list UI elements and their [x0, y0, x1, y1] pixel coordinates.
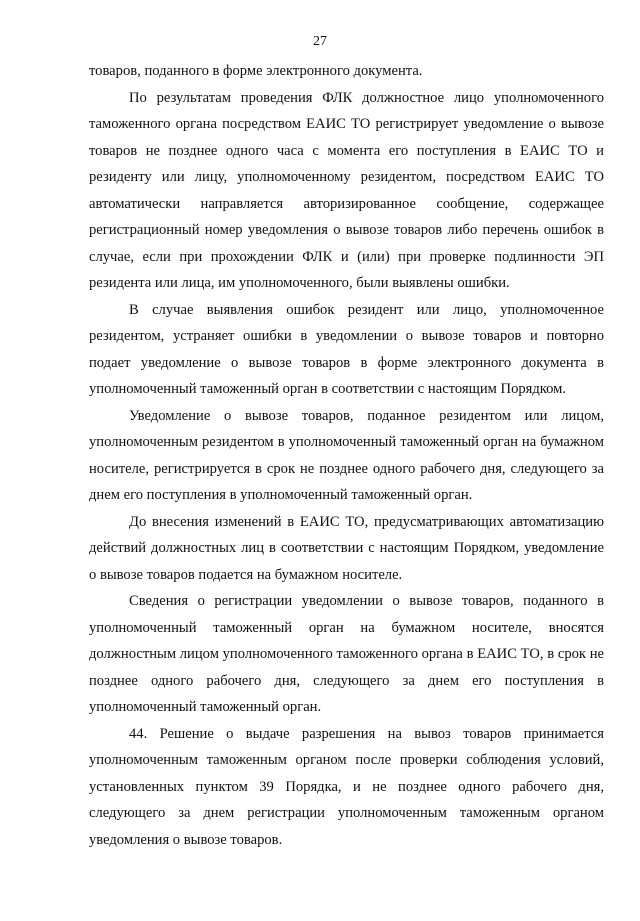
paragraph-flk-registration: По результатам проведения ФЛК должностное лицо уполномоченного таможенного органа посредством ЕАИС ТО регистрирует уведомление о вывозе товаров не позднее одного часа с момента его поступления в ЕАИС ТО и резиденту или лицу, уполномоченному резидентом, посредством ЕАИС ТО автоматически направляется авторизированное сообщение, содержащее регистрационный номер уведомления о вывозе товаров либо перечень ошибок в случае, если при прохождении ФЛК и (или) при проверке подлинности ЭП резидента или лица, им уполномоченного, были выявлены ошибки. [89, 89, 604, 291]
paragraph-continuation: товаров, поданного в форме электронного документа. [89, 63, 423, 79]
paragraph-error-correction: В случае выявления ошибок резидент или лицо, уполномоченное резидентом, устраняет ошибки в уведомлении о вывозе товаров и повторно подает уведомление о вывозе товаров в форме электронного документа в уполномоченный таможенный орган в соответствии с настоящим Порядком. [89, 301, 604, 397]
paragraph-paper-registration: Уведомление о вывозе товаров, поданное резидентом или лицом, уполномоченным резидентом в уполномоченный таможенный орган на бумажном носителе, регистрируется в срок не позднее одного рабочего дня, следующего за днем его поступления в уполномоченный таможенный орган. [89, 407, 604, 503]
paragraph-before-automation: До внесения изменений в ЕАИС ТО, предусматривающих автоматизацию действий должностных лиц в соответствии с настоящим Порядком, уведомление о вывозе товаров подается на бумажном носителе. [89, 513, 604, 583]
paragraph-item-44: 44. Решение о выдаче разрешения на вывоз товаров принимается уполномоченным таможенным органом после проверки соблюдения условий, установленных пунктом 39 Порядка, и не позднее одного рабочего дня, следующего за днем регистрации уполномоченным таможенным органом уведомления о вывозе товаров. [89, 725, 604, 848]
paragraph-registration-info: Сведения о регистрации уведомлении о вывозе товаров, поданного в уполномоченный таможенный орган на бумажном носителе, вносятся должностным лицом уполномоченного таможенного органа в ЕАИС ТО, в срок не позднее одного рабочего дня, следующего за днем его поступления в уполномоченный таможенный орган. [89, 593, 604, 715]
document-body [89, 58, 604, 853]
page-number: 27 [313, 34, 327, 49]
